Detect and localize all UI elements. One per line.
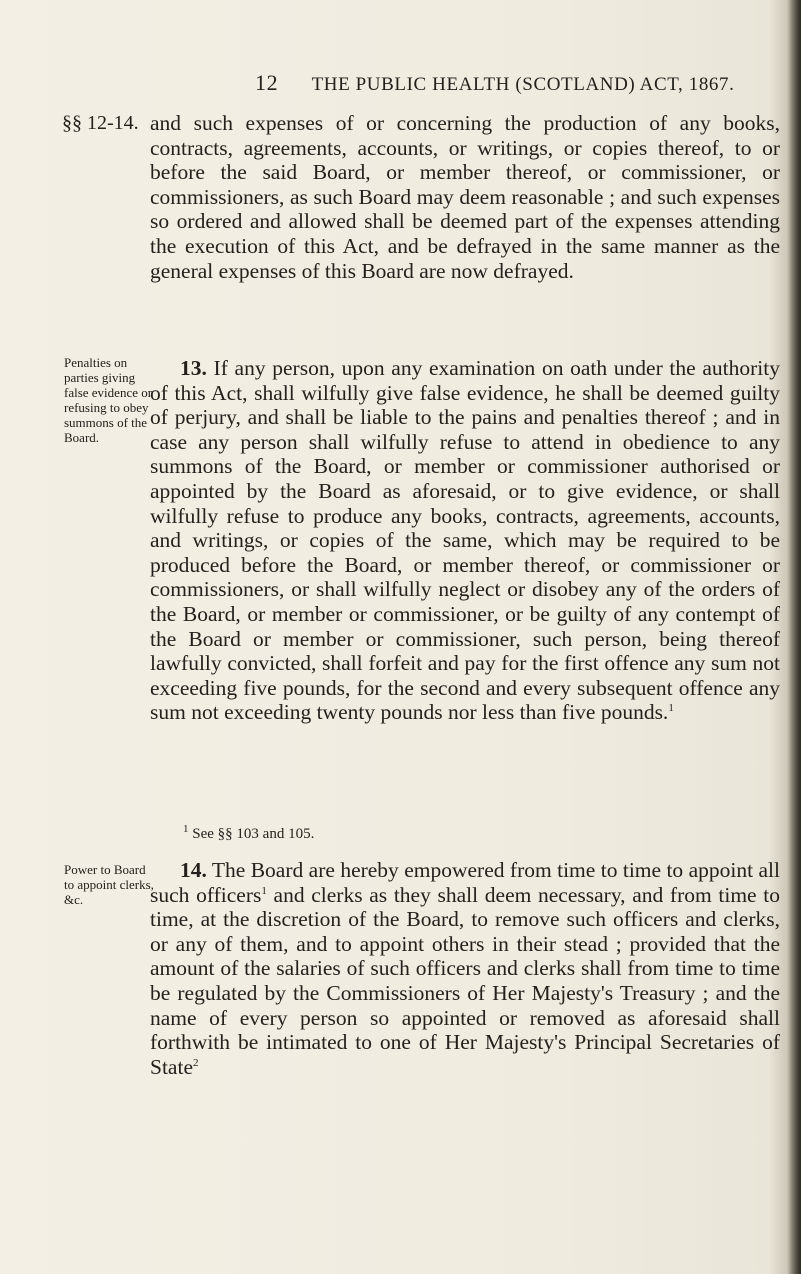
section-14 xyxy=(150,858,780,1079)
section-14-paragraph xyxy=(150,858,780,1079)
footnote xyxy=(183,823,315,843)
footnote-marker-2: 2 xyxy=(193,1056,199,1069)
footnote-marker: 1 xyxy=(668,702,674,715)
section-13 xyxy=(150,356,780,725)
section-14-number: 14. xyxy=(180,858,207,882)
running-title: THE PUBLIC HEALTH (SCOTLAND) ACT, 1867. xyxy=(311,74,735,95)
footnote-marker-1: 1 xyxy=(261,884,267,897)
continuation-text: and such expenses of or concerning the production of any books, contracts, agreements, accounts, or writings, or copies thereof, to or before the said Board, or member thereof, or commissioner, or commissioners, as such Board may deem reasonable ; and such expenses so ordered and allowed shall be deemed part of the expenses attending the execution of this Act, and be defrayed in the same manner as the general expenses of this Board are now defrayed. xyxy=(150,111,780,283)
margin-note-power: Power to Board to appoint clerks, &c. xyxy=(64,862,154,907)
margin-note-penalties: Penalties on parties giving false evidence or refusing to obey summons of the Board. xyxy=(64,355,153,445)
running-header xyxy=(255,70,735,96)
page-number: 12 xyxy=(255,70,279,95)
page-edge-shadow xyxy=(787,0,801,1274)
section-reference: §§ 12-14. xyxy=(62,112,139,134)
section-13-text: If any person, upon any examination on oath under the authority of this Act, shall wilfully give false evidence, he shall be deemed guilty of perjury, and shall be liable to the pains and penalties thereof ; and in case any person shall wilfully refuse to attend in obedience to any summons of the Board, or member or commissioner authorised or appointed by the Board as aforesaid, or to give evidence, or shall wilfully refuse to produce any books, contracts, agreements, accounts, and writings, or copies of the same, which may be required to be produced before the Board, or member thereof, or commissioner or commissioners, or shall wilfully neglect or disobey any of the orders of the Board, or member or commissioner, or be guilty of any contempt of the Board or member or commissioner, such person, being thereof lawfully convicted, shall forfeit and pay for the first offence any sum not exceeding five pounds, for the second and every subsequent offence any sum not exceeding twenty pounds nor less than five pounds. xyxy=(150,356,780,725)
footnote-number: 1 xyxy=(183,823,189,835)
section-13-number: 13. xyxy=(180,356,207,380)
section-14-text-b: and clerks as they shall deem necessary, and from time to time, at the discretion of the Board, to remove such officers and clerks, or any of them, and to appoint others in their stead ; provided that the amount of the salaries of such officers and clerks shall from time to time be regulated by the Commissioners of Her Majesty's Treasury ; and the name of every person so appointed or removed as aforesaid shall forthwith be intimated to one of Her Majesty's Principal Secretaries of State xyxy=(150,882,780,1079)
paragraph-continuation xyxy=(150,111,780,283)
footnote-text: See §§ 103 and 105. xyxy=(192,826,315,842)
section-13-paragraph xyxy=(150,356,780,725)
section-14-text-a: The Board are hereby empowered from time to time to appoint all such officers xyxy=(150,858,780,907)
